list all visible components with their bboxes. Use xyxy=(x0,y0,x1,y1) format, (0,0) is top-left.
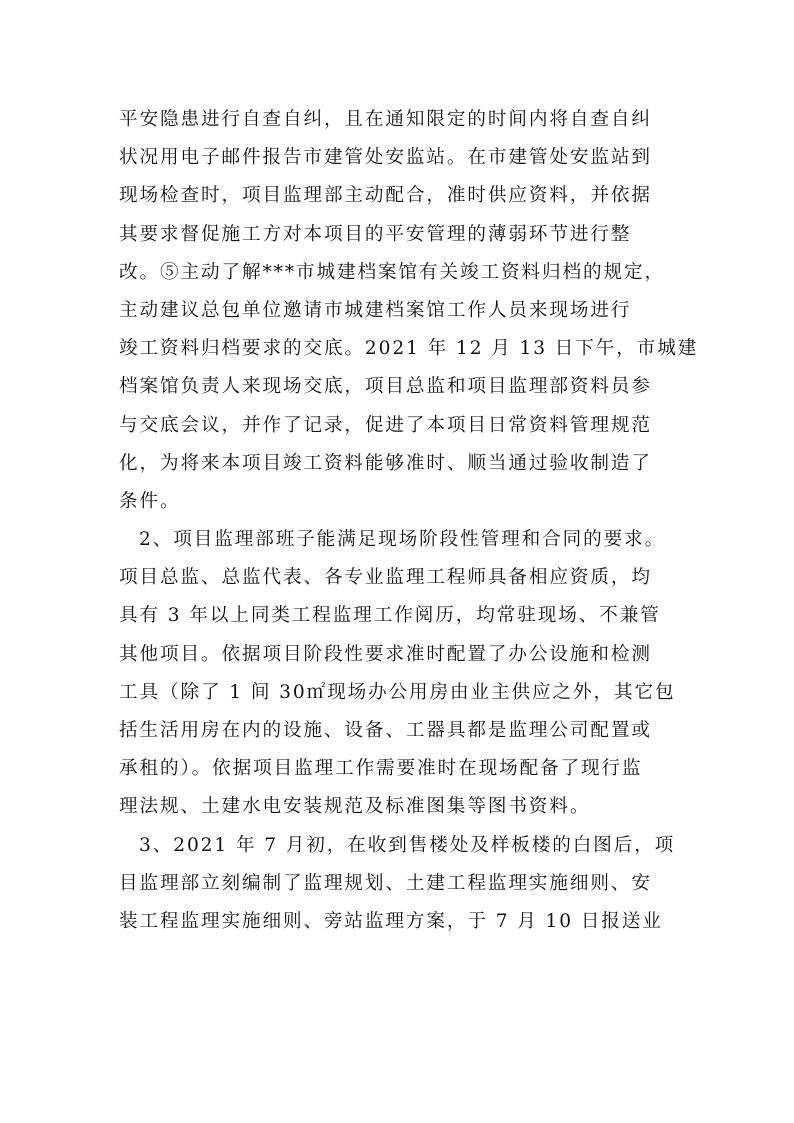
text-line: 状况用电子邮件报告市建管处安监站。在市建管处安监站到 xyxy=(119,147,652,169)
body-text xyxy=(119,101,699,941)
text-line: 其他项目。依据项目阶段性要求准时配置了办公设施和检测 xyxy=(119,643,652,665)
text-line: 平安隐患进行自查自纠，且在通知限定的时间内将自查自纠 xyxy=(119,109,652,130)
text-line: 竣工资料归档要求的交底。2021 年 12 月 13 日下午，市城建 xyxy=(119,338,699,360)
text-line: 理法规、土建水电安装规范及标准图集等图书资料。 xyxy=(119,796,591,818)
text-line: 具有 3 年以上同类工程监理工作阅历，均常驻现场、不兼管 xyxy=(119,605,661,627)
text-line: 档案馆负责人来现场交底，项目总监和项目监理部资料员参 xyxy=(119,376,652,398)
text-line: 条件。 xyxy=(119,490,181,512)
text-line: 项目总监、总监代表、各专业监理工程师具备相应资质，均 xyxy=(119,567,652,589)
text-line: 主动建议总包单位邀请市城建档案馆工作人员来现场进行 xyxy=(119,299,632,321)
text-line: 目监理部立刻编制了监理规划、土建工程监理实施细则、安 xyxy=(119,872,652,894)
text-line: 括生活用房在内的设施、设备、工器具都是监理公司配置或 xyxy=(119,720,652,741)
text-line: 改。⑤主动了解***市城建档案馆有关竣工资料归档的规定， xyxy=(119,261,665,283)
paragraph-2-start: 2、项目监理部班子能满足现场阶段性管理和合同的要求。 xyxy=(139,529,666,551)
text-line: 装工程监理实施细则、旁站监理方案，于 7 月 10 日报送业 xyxy=(119,910,663,932)
text-line: 工具（除了 1 间 30㎡现场办公用房由业主供应之外，其它包 xyxy=(119,681,676,703)
text-line: 与交底会议，并作了记录，促进了本项目日常资料管理规范 xyxy=(119,414,652,436)
text-line: 承租的）。依据项目监理工作需要准时在现场配备了现行监 xyxy=(119,758,643,780)
text-line: 其要求督促施工方对本项目的平安管理的薄弱环节进行整 xyxy=(119,223,632,245)
text-line: 化，为将来本项目竣工资料能够准时、顺当通过验收制造了 xyxy=(119,452,652,474)
paragraph-3-start: 3、2021 年 7 月初，在收到售楼处及样板楼的白图后，项 xyxy=(139,834,676,856)
text-line: 现场检查时，项目监理部主动配合，准时供应资料，并依据 xyxy=(119,185,652,207)
